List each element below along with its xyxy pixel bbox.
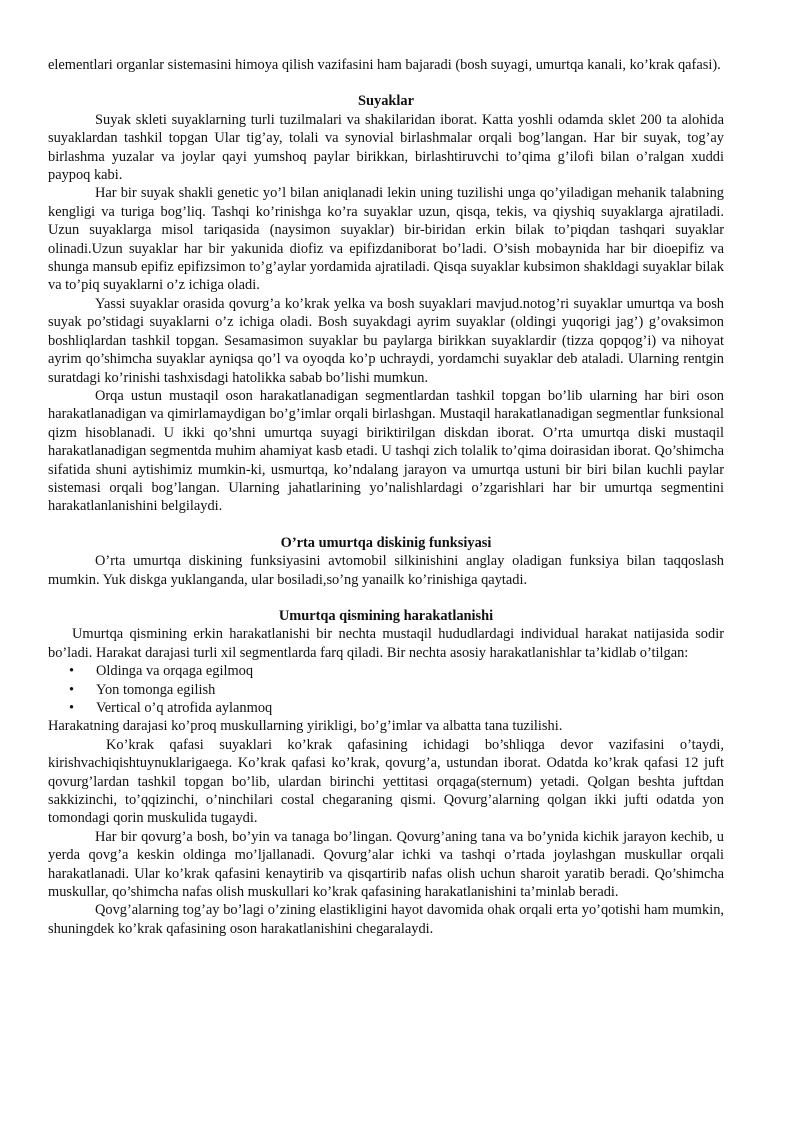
- paragraph: Har bir suyak shakli genetic yo’l bilan aniqlanadi lekin uning tuzilishi unga qo’yiladigan mehanik talabning kengligi va turiga bog’liq. Tashqi ko’rinishga ko’ra suyaklar uzun, qisqa, tekis, va qiyshiq suyaklarga ajratiladi. Uzun suyaklarga misol tariqasida (naysimon suyaklar) bir-biridan erkin bilak to’piqdan tashqari suyaklar olinadi.Uzun suyaklar har bir yakunida diofiz va epifizdaniborat bo’ladi. O’sish mobaynida har bir dioepifiz va shunga mansub epifiz epifizsimon to’g’aylar yordamida ajratiladi. Qisqa suyaklar kubsimon shakldagi suyaklar bilak va to’piq suyaklarni o’z ichiga oladi.: [48, 185, 724, 294]
- list-item: [48, 681, 724, 699]
- bullet-list: [48, 662, 724, 717]
- list-item-text: Oldinga va orqaga egilmoq: [96, 663, 254, 680]
- list-item: [48, 662, 724, 680]
- paragraph: Orqa ustun mustaqil oson harakatlanadigan segmentlardan tashkil topgan bo’lib ularning har biri oson harakatlanadigan va qimirlamaydigan bo’g’imlar orqali birlashgan. Mustaqil harakatlanadigan segmentlar funksional qizm hisoblanadi. U ikki qo’shni umurtqa suyagi biriktirilgan diskdan iborat. O’rta umurtqa diski mustaqil harakatlanadigan segmentda muhim ahamiyat kasb etadi. U tashqi zich tolalik to’qima doirasidan iborat. Qo’shimcha sifatida shuni aytishimiz mumkin-ki, usmurtqa, ko’ndalang jarayon va umurtqa ustuni bir biri bilan kuchli paylar sistemasi orqali bog’langan. Ularning jahatlarining yo’nalishlardagi o’zgarishlari har bir umurtqa segmentini harakatlanlanishini belgilaydi.: [48, 387, 724, 515]
- paragraph: Har bir qovurg’a bosh, bo’yin va tanaga bo’lingan. Qovurg’aning tana va bo’ynida kichik jarayon kechib, u yerda qovg’a keskin oldinga mo’ljallanadi. Qovurg’alar ichki va tashqi o’rtada joylashgan muskullar orqali harakatlanadi. Ular ko’krak qafasini kenaytirib va qisqartirib nafas olish uchun sharoit yaratib beradi. Qo’shimcha muskullar, qo’shimcha nafas olish muskullari ko’krak qafasining harakatlanishini ta’minlab beradi.: [48, 828, 724, 901]
- document-page: [48, 56, 724, 938]
- paragraph: O’rta umurtqa diskining funksiyasini avtomobil silkinishini anglay oladigan funksiya bilan taqqoslash mumkin. Yuk diskga yuklanganda, ular bosiladi,so’ng yanailk ko’rinishiga qaytadi.: [48, 553, 724, 588]
- paragraph: Harakatning darajasi ko’proq muskullarning yirikligi, bo’g’imlar va albatta tana tuzilishi.: [48, 718, 563, 735]
- paragraph: Ko’krak qafasi suyaklari ko’krak qafasining ichidagi bo’shliqga devor vazifasini o’taydi, kirishvachiqishtuynuklarigaega. Ko’krak qafasi ko’krak, qovurg’a, ustundan iborat. Odatda ko’krak qafasi 12 juft qovurg’lardan tashkil topgan bo’lib, ulardan birinchi yettitasi orqaga(sternum) yetadi. Qolgan beshta juftdan sakkizinchi, to’qqizinchi, o’ninchilari costal chegaraning qismi. Qovurg’alarning qolgan ikki jufti odatda yon tomondagi qorin muskulida tugaydi.: [48, 736, 724, 827]
- list-item: [48, 699, 724, 717]
- heading-disk-funksiyasi: O’rta umurtqa diskinig funksiyasi: [280, 534, 492, 551]
- heading-harakatlanishi: Umurtqa qismining harakatlanishi: [278, 607, 494, 624]
- bullet-icon: •: [69, 700, 75, 716]
- heading-suyaklar: Suyaklar: [358, 93, 414, 110]
- bullet-icon: •: [69, 681, 75, 698]
- list-item-text: Yon tomonga egilish: [96, 681, 216, 698]
- paragraph: Suyak skleti suyaklarning turli tuzilmalari va shakilaridan iborat. Katta yoshli odamda sklet 200 ta alohida suyaklardan tashkil topgan Ular tig’ay, tolali va synovial birlashmalar orqali bog’langan. Har bir suyak, tog’ay birlashma yuzalar va joylar qayi yumshoq paylar birikkan, birlashtiruvchi to’qima g’ilofi bilan o’ralgan xuddi paypoq kabi.: [48, 111, 724, 184]
- bullet-icon: •: [69, 663, 75, 680]
- paragraph: Yassi suyaklar orasida qovurg’a ko’krak yelka va bosh suyaklari mavjud.notog’ri suyaklar umurtqa va bosh suyak po’stidagi suyaklarni o’z ichiga oladi. Bosh suyakdagi ayrim suyaklar (oldingi yuqorigi jag’) g’ovaksimon boshliqlardan tashkil topgan. Sesamasimon suyaklar bu paylarga birikkan suyaklardir (tizza qopqog’i) va nihoyat ayrim qo’shimcha suyaklar ayniqsa qo’l va oyoqda ko’p uchraydi, yordamchi suyaklar deb ataladi. Ularning rentgin suratdagi ko’rinishi tashxisdagi hatolikka sabab bo’lishi mumkun.: [48, 295, 724, 386]
- intro-paragraph: elementlari organlar sistemasini himoya qilish vazifasini ham bajaradi (bosh suyagi, umurtqa kanali, ko’krak qafasi).: [48, 57, 721, 73]
- paragraph: Umurtqa qismining erkin harakatlanishi bir nechta mustaqil hududlardagi individual harakat natijasida sodir bo’ladi. Harakat darajasi turli xil segmentlarda farq qiladi. Bir nechta asosiy harakatlanishlar ta’kidlab o’tilgan:: [48, 626, 724, 661]
- list-item-text: Vertical o’q atrofida aylanmoq: [96, 700, 273, 716]
- paragraph: Qovg’alarning tog’ay bo’lagi o’zining elastikligini hayot davomida ohak orqali erta yo’qotishi ham mumkin, shuningdek ko’krak qafasining oson harakatlanishini chegaralaydi.: [48, 902, 724, 937]
